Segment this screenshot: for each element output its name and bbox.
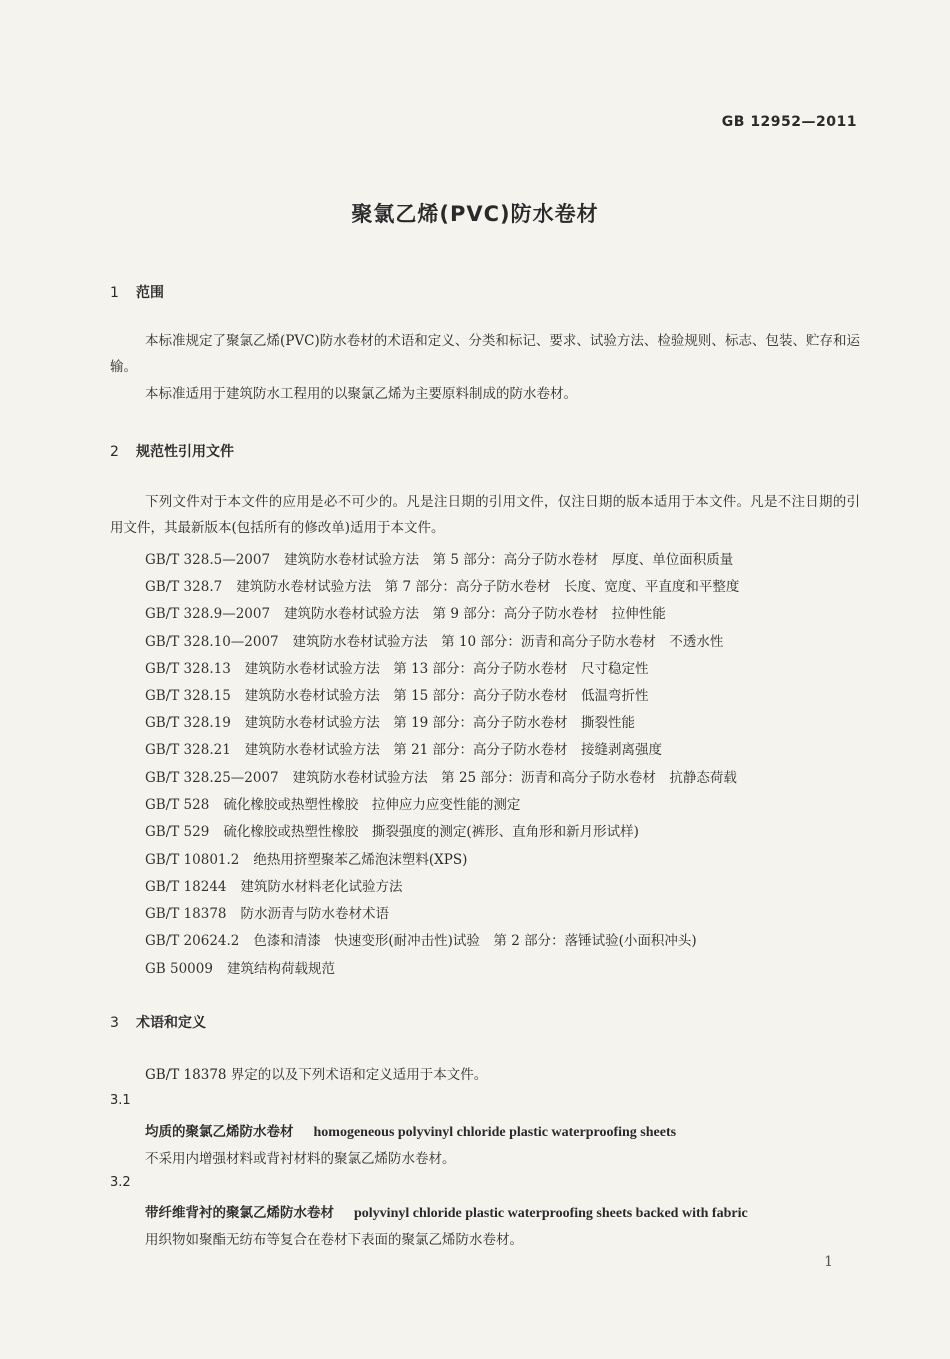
normative-intro: 下列文件对于本文件的应用是必不可少的。凡是注日期的引用文件，仅注日期的版本适用于本文件。凡是不注日期的引用文件，其最新版本(包括所有的修改单)适用于本文件。 <box>110 494 860 536</box>
reference-title: 防水沥青与防水卷材术语 <box>240 906 389 922</box>
reference-code: GB/T 328.5—2007 <box>145 552 271 568</box>
reference-title: 色漆和清漆 快速变形(耐冲击性)试验 第 2 部分：落锤试验(小面积冲头) <box>253 933 697 949</box>
reference-item <box>145 848 467 868</box>
section-heading-normative <box>110 441 234 461</box>
page-number: 1 <box>824 1254 833 1270</box>
scope-paragraph-2: 本标准适用于建筑防水工程用的以聚氯乙烯为主要原料制成的防水卷材。 <box>145 386 577 402</box>
reference-item <box>145 575 739 595</box>
term-english: polyvinyl chloride plastic waterproofing sheets backed with fabric <box>354 1206 748 1221</box>
reference-item <box>145 902 389 922</box>
term-english: homogeneous polyvinyl chloride plastic waterproofing sheets <box>313 1125 677 1140</box>
reference-code: GB/T 528 <box>145 797 210 813</box>
reference-item <box>145 602 666 622</box>
reference-code: GB/T 328.21 <box>145 742 231 758</box>
reference-code: GB/T 10801.2 <box>145 852 240 868</box>
document-title: 聚氯乙烯(PVC)防水卷材 <box>351 202 599 226</box>
term-chinese: 带纤维背衬的聚氯乙烯防水卷材 <box>145 1205 334 1221</box>
reference-code: GB/T 328.7 <box>145 579 223 595</box>
section-title: 范围 <box>136 285 164 301</box>
reference-title: 建筑防水材料老化试验方法 <box>240 879 403 895</box>
term-definition: 用织物如聚酯无纺布等复合在卷材下表面的聚氯乙烯防水卷材。 <box>145 1232 523 1248</box>
term-number: 3.2 <box>110 1175 131 1190</box>
reference-title: 建筑防水卷材试验方法 第 13 部分：高分子防水卷材 尺寸稳定性 <box>244 661 649 677</box>
reference-item <box>145 738 662 758</box>
section-number: 3 <box>110 1015 119 1031</box>
reference-item <box>145 657 649 677</box>
section-number: 1 <box>110 285 119 301</box>
reference-code: GB/T 328.15 <box>145 688 231 704</box>
reference-title: 建筑防水卷材试验方法 第 21 部分：高分子防水卷材 接缝剥离强度 <box>244 742 663 758</box>
reference-code: GB/T 328.10—2007 <box>145 634 279 650</box>
reference-code: GB/T 18378 <box>145 906 227 922</box>
reference-code: GB/T 328.25—2007 <box>145 770 279 786</box>
reference-item <box>145 793 520 813</box>
reference-item <box>145 766 737 786</box>
terms-intro: GB/T 18378 界定的以及下列术语和定义适用于本文件。 <box>145 1067 488 1083</box>
section-title: 规范性引用文件 <box>136 444 234 460</box>
reference-code: GB/T 328.19 <box>145 715 231 731</box>
reference-item <box>145 929 697 949</box>
reference-item <box>145 875 403 895</box>
reference-item <box>145 684 649 704</box>
section-heading-scope <box>110 282 164 302</box>
reference-title: 硫化橡胶或热塑性橡胶 拉伸应力应变性能的测定 <box>223 797 521 813</box>
term-definition: 不采用内增强材料或背衬材料的聚氯乙烯防水卷材。 <box>145 1151 456 1167</box>
reference-title: 绝热用挤塑聚苯乙烯泡沫塑料(XPS) <box>253 852 468 868</box>
reference-code: GB/T 328.13 <box>145 661 231 677</box>
section-number: 2 <box>110 444 119 460</box>
reference-title: 建筑防水卷材试验方法 第 7 部分：高分子防水卷材 长度、宽度、平直度和平整度 <box>236 579 740 595</box>
reference-code: GB 50009 <box>145 961 213 977</box>
term-chinese: 均质的聚氯乙烯防水卷材 <box>145 1124 294 1140</box>
term-number: 3.1 <box>110 1093 131 1108</box>
reference-item <box>145 820 639 840</box>
reference-title: 建筑防水卷材试验方法 第 9 部分：高分子防水卷材 拉伸性能 <box>284 606 666 622</box>
reference-code: GB/T 529 <box>145 824 210 840</box>
standard-code: GB 12952—2011 <box>721 114 857 130</box>
reference-item <box>145 630 723 650</box>
section-heading-terms <box>110 1012 206 1032</box>
reference-code: GB/T 18244 <box>145 879 227 895</box>
reference-title: 建筑防水卷材试验方法 第 25 部分：沥青和高分子防水卷材 抗静态荷载 <box>292 770 737 786</box>
reference-item <box>145 548 733 568</box>
reference-title: 建筑结构荷载规范 <box>226 961 335 977</box>
reference-item <box>145 711 635 731</box>
section-title: 术语和定义 <box>136 1015 206 1031</box>
reference-title: 建筑防水卷材试验方法 第 5 部分：高分子防水卷材 厚度、单位面积质量 <box>284 552 734 568</box>
reference-title: 硫化橡胶或热塑性橡胶 撕裂强度的测定(裤形、直角形和新月形试样) <box>223 824 639 840</box>
reference-title: 建筑防水卷材试验方法 第 15 部分：高分子防水卷材 低温弯折性 <box>244 688 649 704</box>
term-heading <box>145 1120 676 1141</box>
reference-code: GB/T 328.9—2007 <box>145 606 271 622</box>
reference-item <box>145 957 335 977</box>
reference-title: 建筑防水卷材试验方法 第 10 部分：沥青和高分子防水卷材 不透水性 <box>292 634 724 650</box>
reference-code: GB/T 20624.2 <box>145 933 240 949</box>
scope-paragraph-1: 本标准规定了聚氯乙烯(PVC)防水卷材的术语和定义、分类和标记、要求、试验方法、检验规则、标志、包装、贮存和运输。 <box>110 333 860 375</box>
reference-title: 建筑防水卷材试验方法 第 19 部分：高分子防水卷材 撕裂性能 <box>244 715 636 731</box>
term-heading <box>145 1201 748 1222</box>
